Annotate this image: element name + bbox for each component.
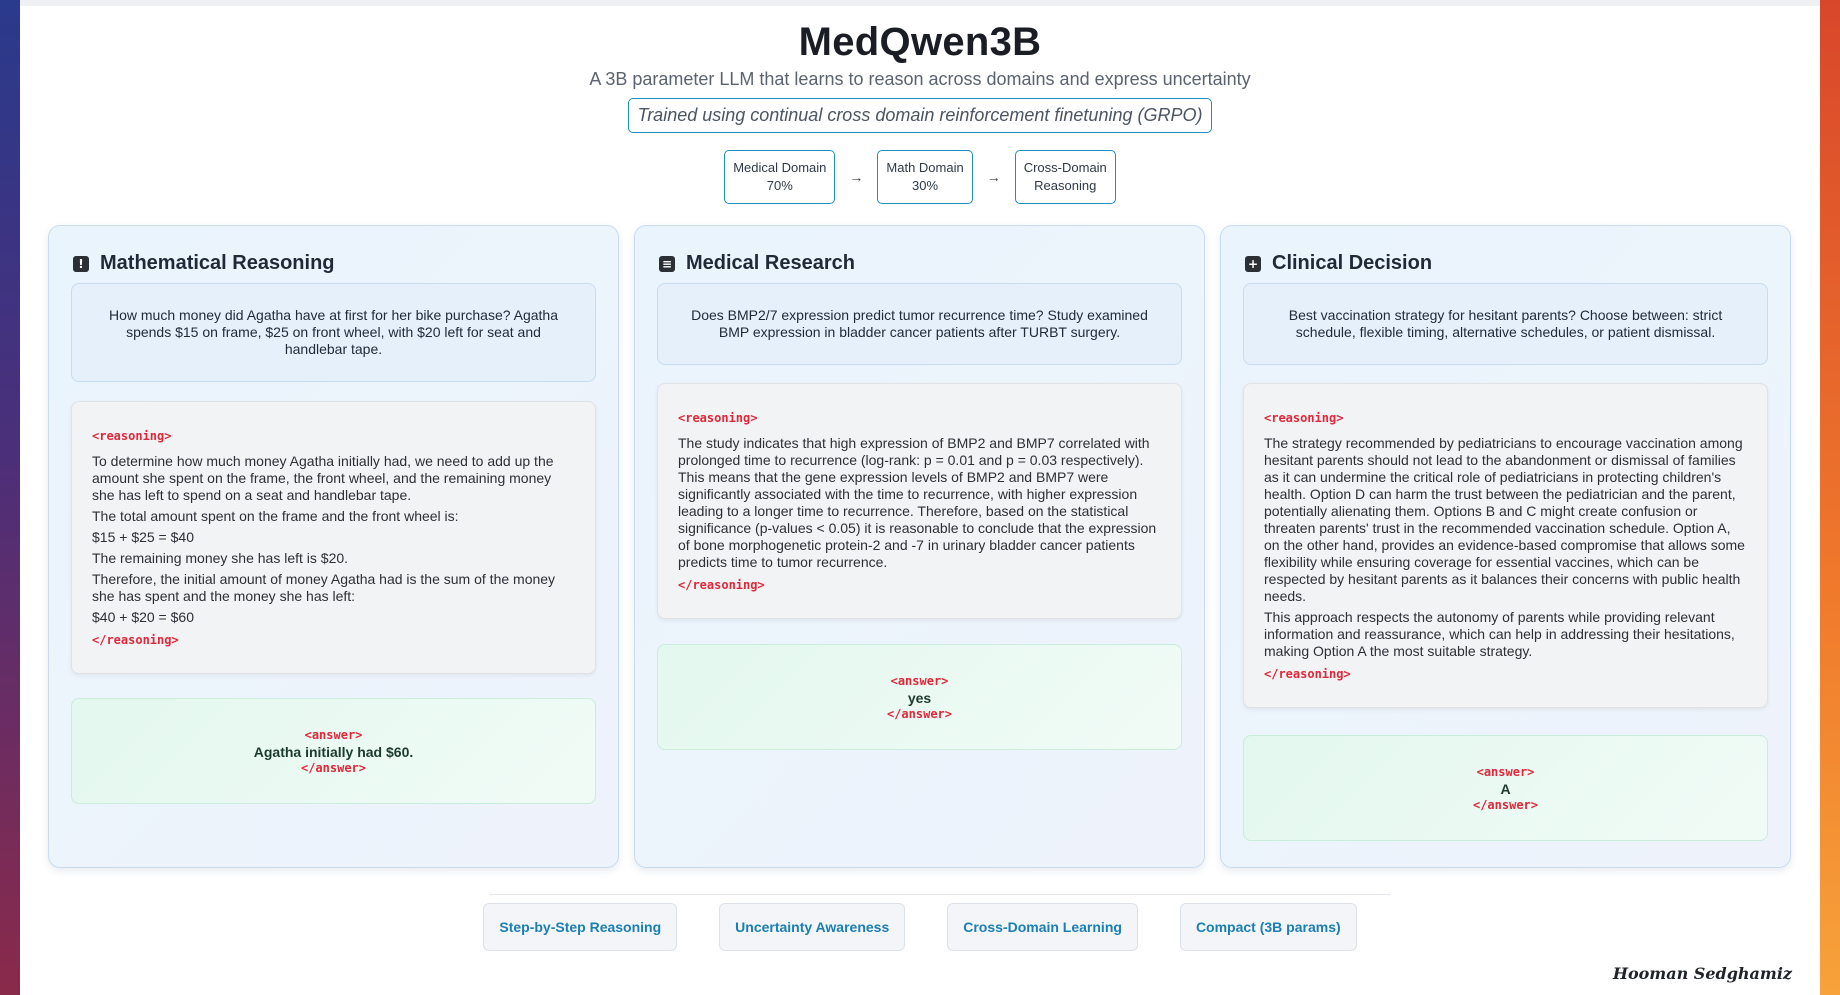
- page-title: MedQwen3B: [798, 20, 1042, 64]
- card-clinical-decision: [1220, 225, 1791, 868]
- answer-close-tag: </answer>: [300, 760, 367, 775]
- card-mathematical-reasoning: [48, 225, 619, 868]
- answer-open-tag: <answer>: [890, 673, 949, 688]
- left-gradient-border: [0, 0, 20, 995]
- answer-close-tag: </answer>: [886, 706, 953, 721]
- answer-box: [1243, 735, 1768, 841]
- reasoning-paragraph: The remaining money she has left is $20.: [92, 550, 349, 566]
- question-box: Does BMP2/7 expression predict tumor recurrence time? Study examined BMP expression in bladder cancer patients after TURBT surgery.: [657, 283, 1182, 365]
- page-container: [20, 6, 1820, 995]
- flow-step-medical: [724, 150, 835, 204]
- training-banner: Trained using continual cross domain reinforcement finetuning (GRPO): [628, 98, 1213, 133]
- answer-text: yes: [907, 689, 932, 706]
- answer-text: Agatha initially had $60.: [253, 743, 414, 760]
- answer-box: [71, 698, 596, 804]
- reasoning-paragraph: Therefore, the initial amount of money Agatha had is the sum of the money she has spent and the money she has left:: [92, 571, 556, 604]
- flow-step-label: Cross-Domain: [1023, 160, 1107, 175]
- answer-close-tag: </answer>: [1472, 797, 1539, 812]
- card-header: [659, 252, 855, 275]
- reasoning-paragraph: The study indicates that high expression of BMP2 and BMP7 correlated with prolonged time to recurrence (log-rank: p = 0.01 and p = 0.03 respectively). This means that the gene expression levels of BMP2 and BMP7 were significantly associated with the time to recurrence, with higher expression leading to a longer time to recurrence. Therefore, based on the statistical significance (p-values < 0.05) it is reasonable to conclude that the expression of bone morphogenetic protein-2 and -7 in urinary bladder cancer patients predicts time to tumor recurrence.: [678, 435, 1157, 570]
- question-box: How much money did Agatha have at first for her bike purchase? Agatha spends $15 on frame, $25 on front wheel, with $20 left for seat and handlebar tape.: [71, 283, 596, 382]
- flow-step-label: Math Domain: [886, 160, 964, 175]
- page-subtitle: A 3B parameter LLM that learns to reason across domains and express uncertainty: [589, 69, 1251, 89]
- reasoning-box: [657, 383, 1182, 619]
- reasoning-paragraph: $15 + $25 = $40: [92, 529, 194, 545]
- reasoning-paragraph: To determine how much money Agatha initially had, we need to add up the amount she spent on the frame, the front wheel, and the remaining money she has left to spend on a seat and handlebar tape.: [92, 453, 554, 503]
- flow-step-value: 30%: [912, 178, 939, 193]
- feature-uncertainty-awareness[interactable]: Uncertainty Awareness: [719, 903, 905, 951]
- card-header: [73, 252, 335, 275]
- arrow-right-icon: →: [849, 169, 864, 185]
- card-medical-research: [634, 225, 1205, 868]
- document-icon: ≡: [659, 256, 675, 272]
- reasoning-close-tag: </reasoning>: [678, 578, 765, 592]
- flow-step-value: Reasoning: [1034, 178, 1097, 193]
- flow-step-math: [877, 150, 972, 204]
- features-divider: [490, 894, 1390, 895]
- reasoning-close-tag: </reasoning>: [1264, 667, 1351, 681]
- answer-open-tag: <answer>: [1476, 764, 1535, 779]
- answer-text: A: [1500, 780, 1511, 797]
- reasoning-box: [71, 401, 596, 674]
- right-gradient-border: [1820, 0, 1840, 995]
- card-header: [1245, 252, 1432, 275]
- card-title: Clinical Decision: [1272, 252, 1433, 274]
- feature-compact-3b-params[interactable]: Compact (3B params): [1180, 903, 1357, 951]
- question-box: Best vaccination strategy for hesitant parents? Choose between: strict schedule, flexible timing, alternative schedules, or patient dismissal.: [1243, 283, 1768, 365]
- flow-step-label: Medical Domain: [733, 160, 827, 175]
- author-signature: Hooman Sedghamiz: [1612, 964, 1792, 983]
- arrow-right-icon: →: [986, 169, 1001, 185]
- reasoning-open-tag: <reasoning>: [1264, 411, 1344, 425]
- flow-step-cross-domain: [1015, 150, 1116, 204]
- reasoning-close-tag: </reasoning>: [92, 633, 179, 647]
- plus-icon: +: [1245, 256, 1261, 272]
- reasoning-paragraph: This approach respects the autonomy of parents while providing relevant information and reassurance, which can help in addressing their hesitations, making Option A the most suitable strategy.: [1264, 609, 1735, 659]
- reasoning-paragraph: $40 + $20 = $60: [92, 609, 194, 625]
- flow-step-value: 70%: [766, 178, 793, 193]
- feature-cross-domain-learning[interactable]: Cross-Domain Learning: [947, 903, 1138, 951]
- feature-step-by-step-reasoning[interactable]: Step-by-Step Reasoning: [483, 903, 677, 951]
- reasoning-open-tag: <reasoning>: [92, 429, 172, 443]
- answer-box: [657, 644, 1182, 750]
- card-title: Medical Research: [686, 252, 855, 274]
- reasoning-paragraph: The strategy recommended by pediatricians to encourage vaccination among hesitant parents should not lead to the abandonment or dismissal of families as it can undermine the critical role of pediatricians in protecting children's health. Option D can harm the trust between the pediatrician and the parent, potentially alienating them. Options B and C might create confusion or threaten parents' trust in the recommended vaccination schedule. Option A, on the other hand, provides an evidence-based compromise that allows some flexibility while ensuring coverage for essential vaccines, which can be respected by hesitant parents as it balances their concerns with public health needs.: [1264, 435, 1745, 604]
- training-banner-wrap: [20, 98, 1820, 133]
- reasoning-box: [1243, 383, 1768, 708]
- exclamation-icon: !: [73, 256, 89, 272]
- reasoning-paragraph: The total amount spent on the frame and the front wheel is:: [92, 508, 459, 524]
- reasoning-open-tag: <reasoning>: [678, 411, 758, 425]
- answer-open-tag: <answer>: [304, 727, 363, 742]
- card-title: Mathematical Reasoning: [100, 252, 335, 274]
- feature-bar: [20, 903, 1820, 951]
- domain-flow: [20, 150, 1820, 204]
